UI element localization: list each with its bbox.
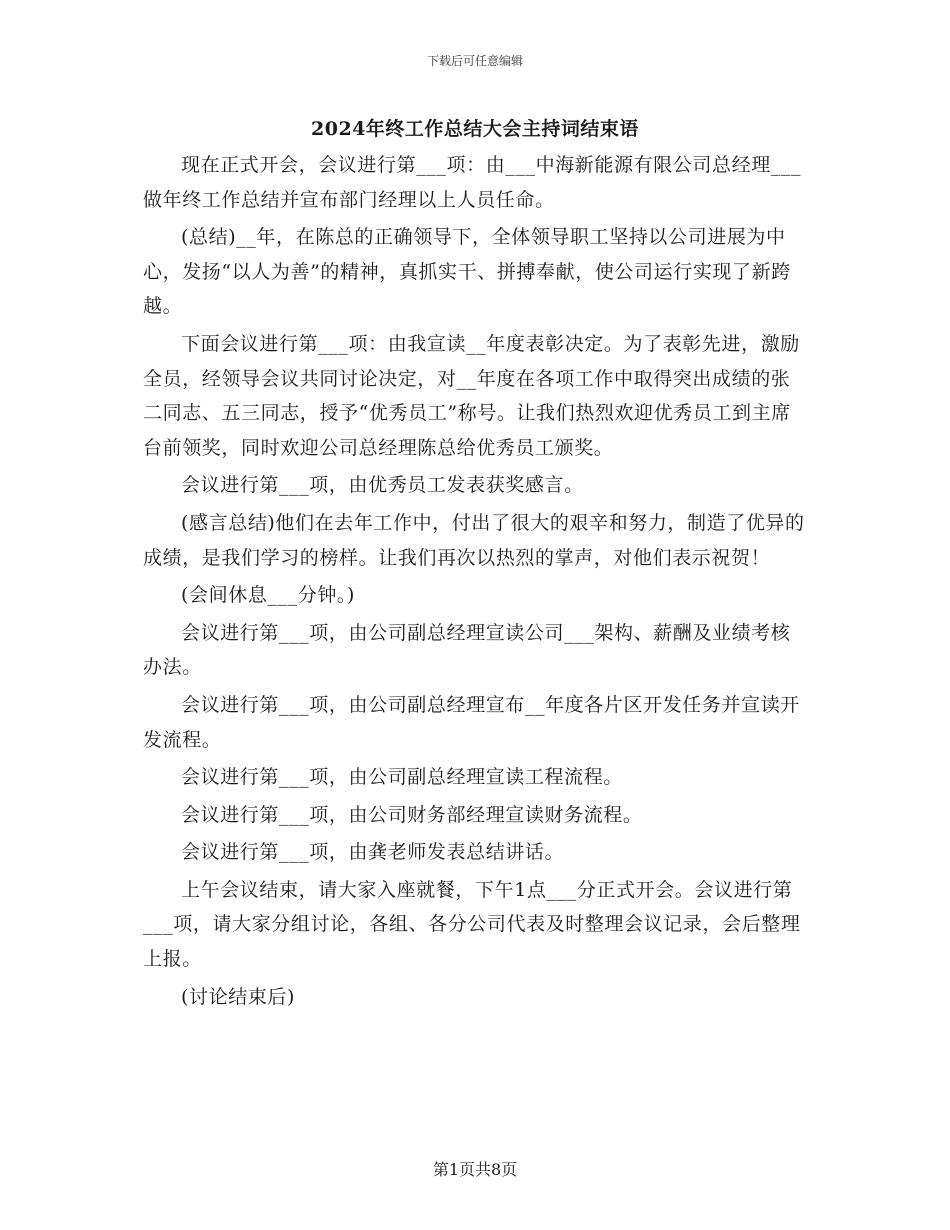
paragraph: 会议进行第___项，由公司财务部经理宣读财务流程。: [181, 803, 643, 826]
paragraph: 会议进行第___项，由公司副总经理宣读公司___架构、薪酬及业绩考核办法。: [143, 621, 791, 679]
page-header-note: 下载后可任意编辑: [426, 54, 523, 68]
paragraph: 上午会议结束，请大家入座就餐，下午1点___分正式开会。会议进行第___项，请大家分组讨论，各组、各分公司代表及时整理会议记录，会后整理上报。: [143, 878, 801, 971]
paragraph: 会议进行第___项，由公司副总经理宣布__年度各片区开发任务并宣读开发流程。: [143, 693, 800, 751]
document-title: 2024年终工作总结大会主持词结束语: [311, 118, 639, 140]
paragraph: (感言总结)他们在去年工作中，付出了很大的艰辛和努力，制造了优异的成绩，是我们学习的榜样。让我们再次以热烈的掌声，对他们表示祝贺！: [143, 511, 805, 569]
paragraph: 会议进行第___项，由龚老师发表总结讲话。: [181, 841, 565, 864]
paragraph: (会间休息___分钟。): [181, 584, 356, 607]
paragraph: 现在正式开会，会议进行第___项：由___中海新能源有限公司总经理___做年终工作总结并宣布部门经理以上人员任命。: [143, 154, 802, 211]
paragraph: 下面会议进行第___项：由我宣读__年度表彰决定。为了表彰先进，激励全员，经领导会议共同讨论决定，对__年度在各项工作中取得突出成绩的张二同志、五三同志，授予“优秀员工”称号。让我们热烈欢迎优秀员工到主席台前领奖，同时欢迎公司总经理陈总给优秀员工颁奖。: [143, 332, 800, 459]
paragraph: (讨论结束后): [181, 985, 296, 1008]
paragraph: 会议进行第___项，由公司副总经理宣读工程流程。: [181, 766, 623, 789]
document-body: [143, 148, 809, 1017]
paragraph: 会议进行第___项，由优秀员工发表获奖感言。: [181, 474, 584, 497]
page-number: 第1页共8页: [432, 1160, 518, 1179]
paragraph: (总结)__年，在陈总的正确领导下，全体领导职工坚持以公司进展为中心，发扬“以人为善”的精神，真抓实干、拼搏奉献，使公司运行实现了新跨越。: [143, 226, 791, 318]
